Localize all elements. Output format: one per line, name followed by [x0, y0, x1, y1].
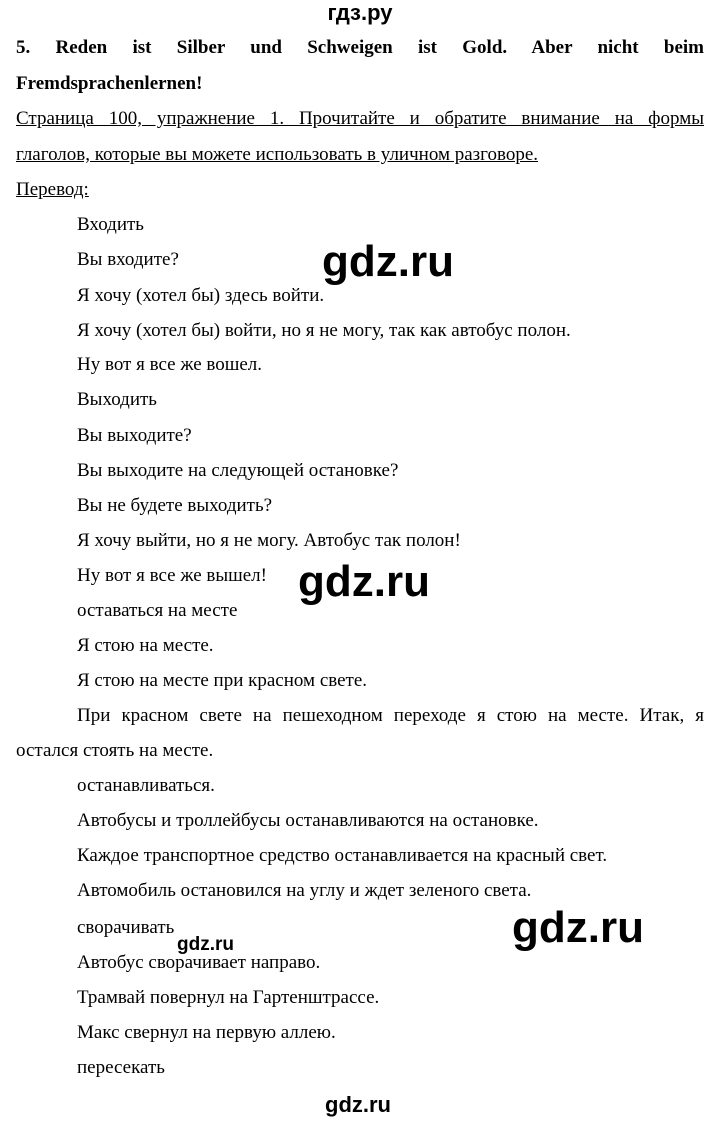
translation-line: Каждое транспортное средство останавливается на красный свет. — [77, 845, 608, 866]
exercise-title-line-1: 5. Reden ist Silber und Schweigen ist Gold. Aber nicht beim — [16, 37, 704, 58]
translation-line: Макс свернул на первую аллею. — [77, 1022, 336, 1043]
paragraph-line-2: остался стоять на месте. — [16, 740, 214, 761]
translation-line: Я стою на месте. — [77, 635, 214, 656]
translation-line: останавливаться. — [77, 775, 215, 796]
translation-line: Вы входите? — [77, 249, 179, 270]
translation-line: Я хочу выйти, но я не могу. Автобус так полон! — [77, 530, 461, 551]
watermark: gdz.ru — [512, 903, 644, 952]
translation-line: Ну вот я все же вошел. — [77, 354, 263, 375]
paragraph-line-1: При красном свете на пешеходном переходе я стою на месте. Итак, я — [77, 705, 704, 726]
task-instruction-line-1: Страница 100, упражнение 1. Прочитайте и обратите внимание на формы — [16, 108, 704, 129]
translation-line: сворачивать — [77, 917, 175, 938]
footer-watermark: gdz.ru — [325, 1092, 391, 1117]
task-instruction-line-2: глаголов, которые вы можете использовать в уличном разговоре. — [16, 144, 539, 165]
translation-line: Я стою на месте при красном свете. — [77, 670, 368, 691]
translation-line: Я хочу (хотел бы) здесь войти. — [77, 285, 325, 306]
translation-line: Автомобиль остановился на углу и ждет зеленого света. — [77, 880, 532, 901]
translation-line: Автобус сворачивает направо. — [77, 952, 321, 973]
translation-line: Выходить — [77, 389, 157, 410]
watermark: gdz.ru — [322, 237, 454, 286]
translation-line: Вы выходите? — [77, 425, 192, 446]
translation-line: Я хочу (хотел бы) войти, но я не могу, так как автобус полон. — [77, 320, 571, 341]
watermark-small: gdz.ru — [177, 934, 234, 955]
translation-line: Вы не будете выходить? — [77, 495, 273, 516]
site-header: гдз.ру — [327, 0, 393, 25]
translation-line: оставаться на месте — [77, 600, 238, 621]
translation-line: Ну вот я все же вышел! — [77, 565, 267, 586]
exercise-title-line-2: Fremdsprachenlernen! — [16, 73, 203, 94]
watermark: gdz.ru — [298, 557, 430, 606]
translation-line: Трамвай повернул на Гартенштрассе. — [77, 987, 380, 1008]
translation-line: Автобусы и троллейбусы останавливаются на остановке. — [77, 810, 539, 831]
translation-line: Входить — [77, 214, 144, 235]
translation-line: Вы выходите на следующей остановке? — [77, 460, 399, 481]
translation-line: пересекать — [77, 1057, 165, 1078]
translation-label: Перевод: — [16, 179, 89, 200]
